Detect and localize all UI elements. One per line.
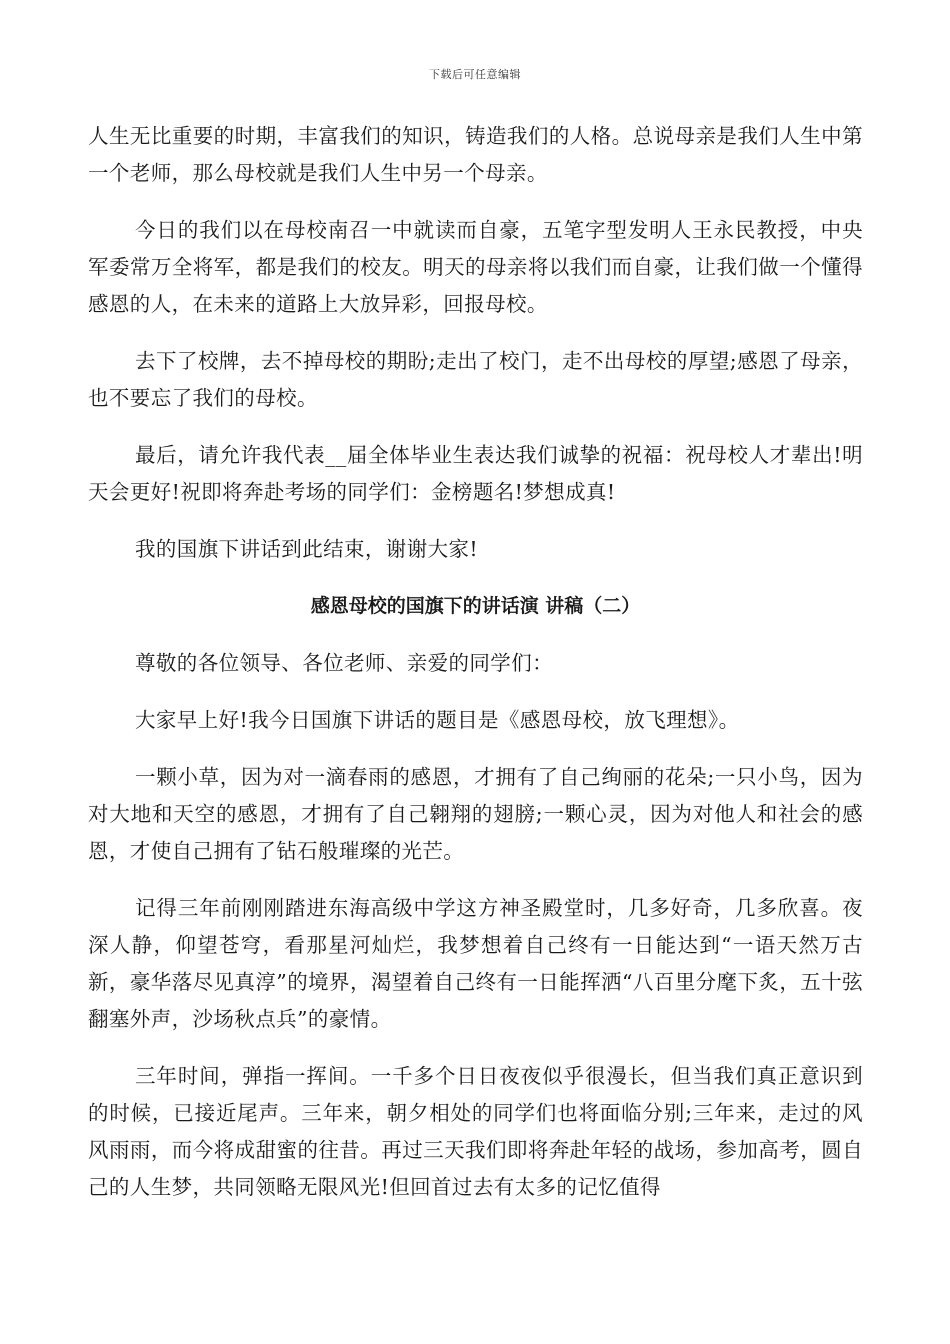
paragraph-8: 一颗小草，因为对一滴春雨的感恩，才拥有了自己绚丽的花朵;一只小鸟，因为对大地和天空的感恩，才拥有了自己翱翔的翅膀;一颗心灵，因为对他人和社会的感恩，才使自己拥有了钻石般璀璨的光芒。 [88,765,863,863]
paragraph-1: 人生无比重要的时期，丰富我们的知识，铸造我们的人格。总说母亲是我们人生中第一个老师，那么母校就是我们人生中另一个母亲。 [88,124,863,185]
page-header-note: 下载后可任意编辑 [429,68,521,81]
paragraph-5: 我的国旗下讲话到此结束，谢谢大家! [135,537,479,561]
paragraph-6: 尊敬的各位领导、各位老师、亲爱的同学们： [135,651,553,675]
paragraph-2: 今日的我们以在母校南召一中就读而自豪，五笔字型发明人王永民教授，中央军委常万全将军，都是我们的校友。明天的母亲将以我们而自豪，让我们做一个懂得感恩的人，在未来的道路上大放异彩，回报母校。 [88,218,863,316]
paragraph-7: 大家早上好!我今日国旗下讲话的题目是《感恩母校，放飞理想》。 [135,708,740,732]
paragraph-10: 三年时间，弹指一挥间。一千多个日日夜夜似乎很漫长，但当我们真正意识到的时候，已接近尾声。三年来，朝夕相处的同学们也将面临分别;三年来，走过的风风雨雨，而今将成甜蜜的往昔。再过三天我们即将奔赴年轻的战场，参加高考，圆自己的人生梦，共同领略无限风光!但回首过去有太多的记忆值得 [88,1064,863,1199]
paragraph-4: 最后，请允许我代表__届全体毕业生表达我们诚挚的祝福：祝母校人才辈出!明天会更好!祝即将奔赴考场的同学们：金榜题名!梦想成真! [88,443,863,504]
document-body [88,118,863,1226]
paragraph-9: 记得三年前刚刚踏进东海高级中学这方神圣殿堂时，几多好奇，几多欣喜。夜深人静，仰望苍穹，看那星河灿烂，我梦想着自己终有一日能达到“一语天然万古新，豪华落尽见真淳”的境界，渴望着自己终有一日能挥洒“八百里分麾下炙，五十弦翻塞外声，沙场秋点兵”的豪情。 [88,896,863,1031]
paragraph-3: 去下了校牌，去不掉母校的期盼;走出了校门，走不出母校的厚望;感恩了母亲，也不要忘了我们的母校。 [88,349,863,410]
section-title: 感恩母校的国旗下的讲话演 讲稿（二） [310,595,641,617]
